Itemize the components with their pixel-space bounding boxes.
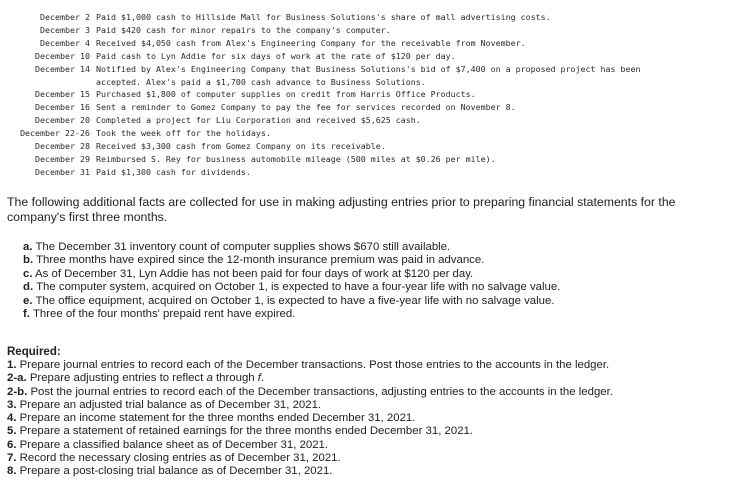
requirement-item	[7, 452, 742, 465]
fact-label: f.	[23, 308, 30, 321]
transaction-date: December 2	[40, 12, 90, 22]
transaction-date: December 31	[35, 166, 90, 177]
transaction-continuation: accepted. Alex's paid a $1,700 cash advance to Business Solutions.	[96, 76, 426, 87]
transaction-row	[0, 153, 748, 166]
transaction-text: Reimbursed S. Rey for business automobile mileage (500 miles at $0.26 per mile).	[96, 153, 496, 164]
requirement-number: 6.	[7, 438, 17, 451]
requirement-text: Prepare an income statement for the three months ended December 31, 2021.	[19, 412, 416, 425]
requirement-item	[7, 425, 742, 438]
transaction-text: Notified by Alex's Engineering Company that Business Solutions's bid of $7,400 on a proposed project has been	[96, 63, 641, 74]
fact-text: The computer system, acquired on October 1, is expected to have a four-year life with no salvage value.	[36, 281, 561, 294]
transaction-text: Sent a reminder to Gomez Company to pay the fee for services recorded on November 8.	[96, 102, 516, 113]
requirement-number: 5.	[7, 425, 17, 438]
fact-item	[23, 308, 733, 321]
requirement-text: Prepare a classified balance sheet as of December 31, 2021.	[19, 438, 329, 451]
requirement-text: Prepare adjusting entries to reflect	[29, 372, 204, 385]
fact-label: b.	[23, 254, 34, 267]
fact-label: c.	[23, 267, 33, 280]
transaction-text: Purchased $1,800 of computer supplies on credit from Harris Office Products.	[96, 89, 476, 100]
fact-text: Three months have expired since the 12-month insurance premium was paid in advance.	[36, 254, 485, 267]
transaction-date: December 14	[35, 63, 90, 74]
requirement-number: 2-b.	[7, 385, 28, 398]
fact-item	[23, 241, 733, 254]
transaction-row	[0, 127, 748, 140]
transaction-text: Received $4,050 cash from Alex's Engineering Company for the receivable from November.	[96, 37, 526, 48]
requirement-text-mid: through	[212, 372, 258, 385]
transaction-row	[0, 24, 748, 37]
transaction-text: Received $3,300 cash from Gomez Company on its receivable.	[96, 141, 386, 152]
requirement-item	[7, 412, 742, 425]
transaction-row	[0, 50, 748, 63]
transaction-row	[0, 63, 748, 76]
requirement-item	[7, 465, 742, 478]
transaction-row	[0, 37, 748, 50]
requirement-text: Prepare a statement of retained earnings for the three months ended December 31, 2021.	[19, 425, 474, 438]
transaction-text: Paid cash to Lyn Addie for six days of work at the rate of $120 per day.	[96, 50, 456, 61]
transaction-text: Paid $420 cash for minor repairs to the company's computer.	[96, 24, 391, 35]
transaction-date: December 3	[40, 24, 90, 35]
transaction-row	[0, 88, 748, 101]
fact-item	[23, 295, 733, 308]
fact-text: Three of the four months' prepaid rent have expired.	[32, 308, 296, 321]
requirement-item	[7, 399, 742, 412]
transaction-date: December 10	[35, 50, 90, 61]
adjustment-facts-list	[23, 241, 733, 321]
transaction-text: Completed a project for Liu Corporation and received $5,625 cash.	[96, 115, 421, 126]
transaction-row	[0, 140, 748, 153]
requirement-text: Prepare journal entries to record each of the December transactions. Post those entries to the accounts in the ledger.	[19, 359, 610, 371]
fact-label: a.	[23, 241, 33, 253]
fact-text: The office equipment, acquired on October 1, is expected to have a five-year life with no salvage value.	[35, 294, 555, 307]
requirement-number: 1.	[7, 359, 17, 371]
transaction-text: Paid $1,000 cash to Hillside Mall for Business Solutions's share of mall advertising costs.	[96, 12, 551, 22]
transaction-text: Took the week off for the holidays.	[96, 128, 271, 139]
required-heading: Required:	[7, 346, 61, 358]
requirement-number: 8.	[7, 465, 17, 478]
fact-text: The December 31 inventory count of computer supplies shows $670 still available.	[35, 241, 451, 253]
transaction-list	[0, 11, 748, 179]
transaction-date: December 4	[40, 37, 90, 48]
requirement-text-tail: .	[260, 372, 265, 385]
fact-item	[23, 281, 733, 294]
transaction-date: December 15	[35, 89, 90, 100]
transaction-date: December 20	[35, 115, 90, 126]
requirement-number: 3.	[7, 398, 17, 411]
requirement-number: 7.	[7, 452, 17, 465]
transaction-row	[0, 166, 748, 179]
fact-label: e.	[23, 294, 33, 307]
requirement-text: Post the journal entries to record each of the December transactions, adjusting entries to the accounts in the ledger.	[30, 385, 613, 398]
transaction-row	[0, 101, 748, 114]
requirement-italic-a: a	[206, 372, 213, 385]
requirement-item	[7, 386, 742, 399]
intro-paragraph: The following additional facts are collected for use in making adjusting entries prior to preparing financial statements for the company's first three months.	[7, 195, 676, 224]
transaction-date: December 28	[35, 141, 90, 152]
requirement-number: 2-a.	[7, 372, 27, 385]
requirement-text: Record the necessary closing entries as of December 31, 2021.	[19, 452, 341, 465]
requirement-number: 4.	[7, 412, 17, 425]
requirement-text: Prepare a post-closing trial balance as of December 31, 2021.	[19, 465, 333, 478]
transaction-date: December 29	[35, 153, 90, 164]
requirement-item	[7, 359, 742, 372]
fact-label: d.	[23, 281, 34, 294]
transaction-row	[0, 11, 748, 24]
requirement-item	[7, 372, 742, 385]
transaction-row	[0, 114, 748, 127]
fact-text: As of December 31, Lyn Addie has not been paid for four days of work at $120 per day.	[35, 267, 474, 280]
transaction-text: Paid $1,300 cash for dividends.	[96, 166, 251, 177]
transaction-date: December 16	[35, 102, 90, 113]
fact-item	[23, 268, 733, 281]
requirement-italic-f: f	[257, 372, 261, 385]
requirement-text: Prepare an adjusted trial balance as of December 31, 2021.	[19, 398, 322, 411]
requirement-item	[7, 439, 742, 452]
fact-item	[23, 254, 733, 267]
requirements-list	[7, 359, 742, 479]
transaction-date: December 22-26	[20, 128, 90, 139]
